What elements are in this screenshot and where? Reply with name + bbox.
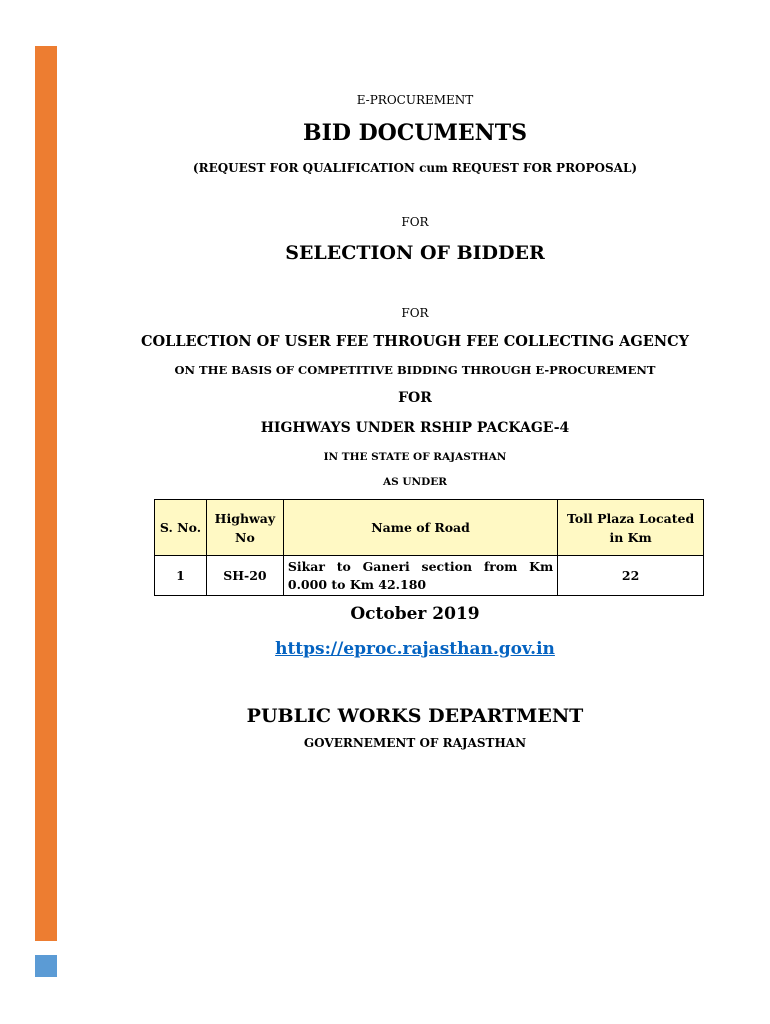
eprocurement-label: E-PROCUREMENT bbox=[356, 93, 474, 107]
cell-toll-plaza-km: 22 bbox=[558, 556, 704, 596]
column-header-s-no: S. No. bbox=[155, 500, 207, 556]
cell-s-no: 1 bbox=[155, 556, 207, 596]
for-label: FOR bbox=[401, 215, 429, 229]
document-date: October 2019 bbox=[350, 604, 480, 624]
cell-road-name: Sikar to Ganeri section from Km 0.000 to Km 42.180 bbox=[283, 556, 557, 596]
collection-heading: COLLECTION OF USER FEE THROUGH FEE COLLECTING AGENCY bbox=[141, 333, 689, 350]
highways-package-heading: HIGHWAYS UNDER RSHIP PACKAGE-4 bbox=[260, 420, 570, 436]
column-header-name-of-road: Name of Road bbox=[283, 500, 557, 556]
table-row bbox=[155, 556, 704, 596]
selection-heading: SELECTION OF BIDDER bbox=[285, 242, 545, 264]
as-under-line: AS UNDER bbox=[383, 476, 447, 488]
eproc-url-link[interactable]: https://eproc.rajasthan.gov.in bbox=[275, 639, 555, 659]
table-header-row bbox=[155, 500, 704, 556]
column-header-highway-no: Highway No bbox=[206, 500, 283, 556]
for-label: FOR bbox=[401, 306, 429, 320]
government-name: GOVERNEMENT OF RAJASTHAN bbox=[303, 736, 527, 750]
decorative-side-bar bbox=[35, 46, 57, 941]
state-line: IN THE STATE OF RAJASTHAN bbox=[323, 451, 507, 463]
road-table bbox=[154, 499, 704, 596]
for-label: FOR bbox=[398, 390, 432, 406]
department-name: PUBLIC WORKS DEPARTMENT bbox=[246, 705, 584, 727]
document-subtitle: (REQUEST FOR QUALIFICATION cum REQUEST FOR PROPOSAL) bbox=[192, 161, 638, 175]
decorative-corner-square bbox=[35, 955, 57, 977]
basis-line: ON THE BASIS OF COMPETITIVE BIDDING THROUGH E-PROCUREMENT bbox=[174, 363, 656, 377]
column-header-toll-plaza: Toll Plaza Located in Km bbox=[558, 500, 704, 556]
cell-highway-no: SH-20 bbox=[206, 556, 283, 596]
page-title: BID DOCUMENTS bbox=[302, 120, 528, 146]
